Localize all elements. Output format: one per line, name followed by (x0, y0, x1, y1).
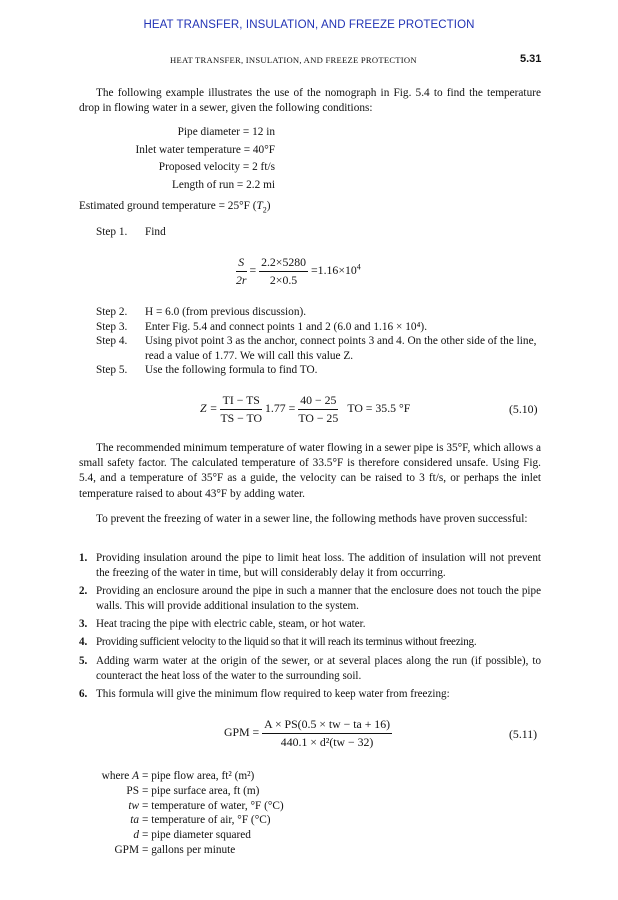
eq1-lhs-denominator: 2r (236, 273, 247, 287)
where-label: where (101, 770, 130, 782)
method-number: 1. (79, 552, 88, 564)
ground-temp-close: ) (266, 200, 271, 212)
equation-number-5-11: (5.11) (509, 727, 538, 741)
method-number: 4. (79, 636, 88, 648)
method-number: 5. (79, 655, 88, 667)
method-text: Providing sufficient velocity to the liquid so that it will reach its terminus without freezing. (96, 636, 477, 648)
definition-row (79, 828, 284, 843)
definition-symbol: d (133, 829, 139, 842)
condition-item: Pipe diameter = 12 in (177, 126, 275, 138)
equation-5-11 (224, 717, 392, 750)
definition-row (79, 769, 284, 784)
definition-text: = temperature of air, °F (°C) (142, 814, 271, 827)
step-text: H = 6.0 (from previous discussion). (145, 306, 307, 318)
method-number: 2. (79, 585, 88, 597)
eq2-value: 1.77 = (265, 401, 296, 416)
method-item-3 (79, 617, 541, 632)
ground-temp-sub: 2 (262, 205, 267, 215)
eq2-frac2-denominator: TO − 25 (298, 411, 339, 425)
eq2-result: TO = 35.5 °F (347, 401, 411, 416)
definition-symbol: GPM (114, 843, 139, 856)
condition-list (136, 124, 276, 194)
definition-row (79, 813, 284, 828)
eq3-numerator: A × PS(0.5 × tw − ta + 16) (262, 717, 392, 734)
equation-number-5-10: (5.10) (509, 402, 538, 416)
step-label: Step 1. (96, 226, 128, 238)
method-item-5 (79, 654, 541, 685)
ground-temp-var: T (256, 200, 263, 212)
method-text: Heat tracing the pipe with electric cable, steam, or hot water. (96, 618, 366, 630)
page-number: 5.31 (520, 53, 542, 65)
eq1-lhs-numerator: S (236, 255, 247, 272)
condition-item: Proposed velocity = 2 ft/s (158, 161, 275, 173)
definition-text: = pipe diameter squared (142, 829, 251, 842)
step-label: Step 5. (96, 364, 128, 376)
condition-item: Length of run = 2.2 mi (171, 178, 275, 191)
ground-temp-text: Estimated ground temperature = 25°F ( (79, 200, 257, 212)
step-text: Using pivot point 3 as the anchor, connect points 3 and 4. On the other side of the line, read a value of 1.77. We will call this value Z. (145, 335, 537, 362)
methods-intro-paragraph: To prevent the freezing of water in a sewer line, the following methods have proven successful: (96, 513, 528, 525)
eq2-frac1-numerator: TI − TS (220, 393, 262, 410)
banner-title: HEAT TRANSFER, INSULATION, AND FREEZE PROTECTION (143, 19, 475, 31)
definition-text: = pipe surface area, ft (m) (142, 784, 260, 797)
method-text: Providing an enclosure around the pipe in such a manner that the enclosure does not touch the pipe walls. This will provide additional insulation to the system. (96, 585, 541, 613)
step-text: Enter Fig. 5.4 and connect points 1 and 2 (6.0 and 1.16 × 10⁴). (145, 321, 428, 333)
intro-paragraph: The following example illustrates the use of the nomograph in Fig. 5.4 to find the temperature drop in flowing water in a sewer, given the following conditions: (79, 87, 541, 115)
eq1-rhs-numerator: 2.2×5280 (259, 255, 308, 272)
definition-symbol: PS (126, 784, 139, 797)
variable-definitions (79, 769, 284, 858)
method-item-2 (79, 584, 541, 615)
definition-symbol: tw (128, 799, 139, 812)
method-number: 6. (79, 688, 88, 700)
step-text: Find (145, 226, 166, 238)
running-head: HEAT TRANSFER, INSULATION, AND FREEZE PROTECTION (170, 55, 417, 65)
equation-s-over-2r: $\frac{S}{2r}$ = $\frac{2.2\times 5280}{2\times 0.5}$ $=1.16\times 10^4$ (236, 255, 361, 287)
definition-row (79, 843, 284, 858)
eq1-result: =1.16×10 (311, 263, 357, 278)
step-label: Step 4. (96, 335, 128, 347)
eq2-z: Z = (200, 401, 218, 416)
method-text: This formula will give the minimum flow required to keep water from freezing: (96, 688, 450, 700)
step-label: Step 2. (96, 306, 128, 318)
eq1-rhs-denominator: 2×0.5 (269, 273, 298, 287)
equation-5-10 (200, 393, 410, 426)
method-text: Adding warm water at the origin of the sewer, or at several places along the run (if possible), to counteract the heat loss of the water to the surrounding soil. (96, 655, 541, 683)
recommendation-paragraph: The recommended minimum temperature of water flowing in a sewer pipe is 35°F, which allows a small safety factor. The calculated temperature of 33.5°F is therefore considered unsafe. Using Fig. 5.4, and a temperature of 35°F as a guide, the velocity can be raised to 3 ft/s, or perhaps the inlet temperature raised to about 43°F by adding water. (79, 442, 541, 500)
definition-symbol: A (132, 770, 139, 782)
definition-text: = temperature of water, °F (°C) (142, 799, 284, 812)
step-text: Use the following formula to find TO. (145, 364, 318, 376)
method-item-4 (79, 635, 541, 650)
eq3-denominator: 440.1 × d²(tw − 32) (280, 735, 374, 749)
eq2-frac1-denominator: TS − TO (220, 411, 263, 425)
definition-row (79, 784, 284, 799)
eq1-exponent: 4 (356, 262, 361, 272)
definition-text: = pipe flow area, ft² (m²) (142, 770, 255, 782)
method-number: 3. (79, 618, 88, 630)
definition-text: = gallons per minute (142, 843, 236, 856)
eq2-frac2-numerator: 40 − 25 (298, 393, 338, 410)
method-item-6 (79, 687, 541, 702)
eq3-lhs: GPM = (224, 725, 260, 740)
method-text: Providing insulation around the pipe to limit heat loss. The addition of insulation will not prevent the freezing of the water in time, but will considerably delay it from occurring. (96, 552, 541, 580)
ground-temperature (79, 199, 271, 217)
definition-symbol: ta (130, 814, 139, 827)
step-label: Step 3. (96, 321, 128, 333)
method-item-1 (79, 551, 541, 582)
definition-row (79, 799, 284, 814)
condition-item: Inlet water temperature = 40°F (135, 143, 275, 156)
